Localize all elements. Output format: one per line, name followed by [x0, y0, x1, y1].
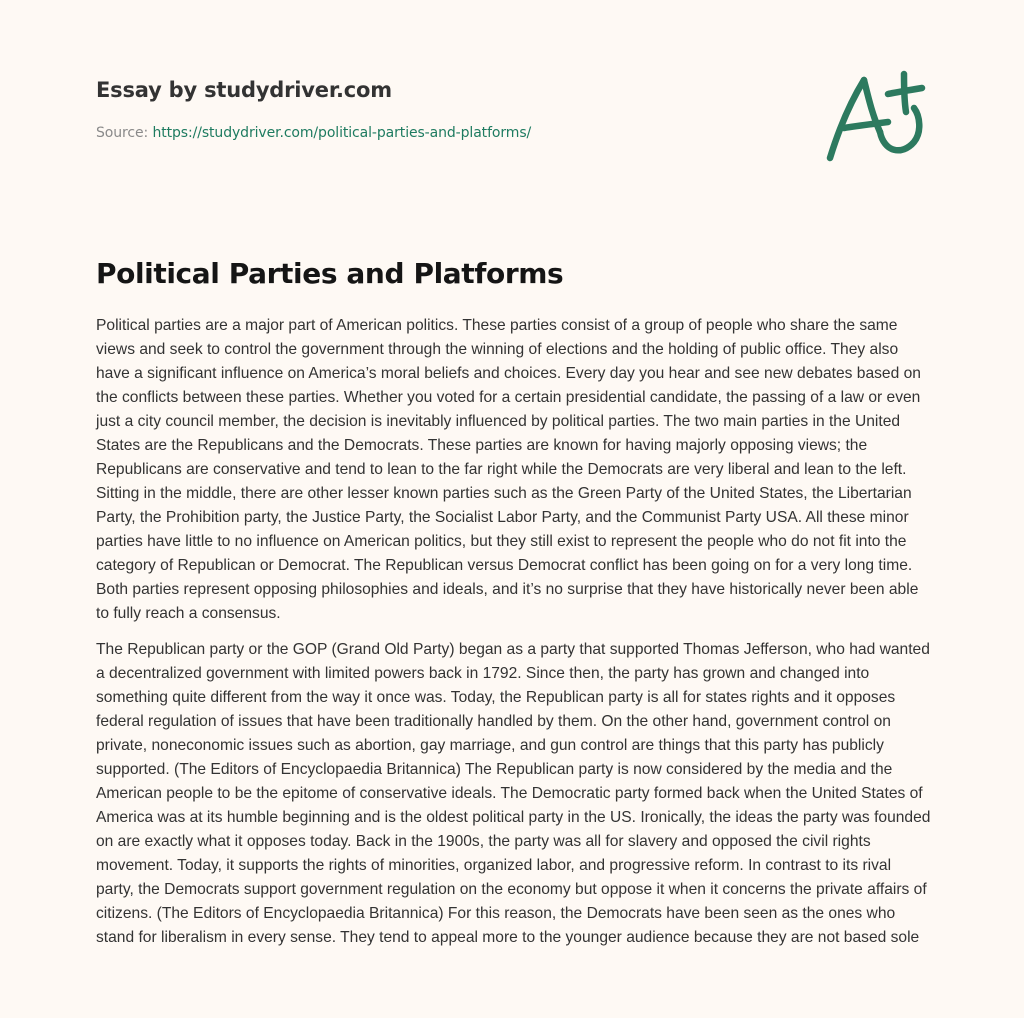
- article-paragraph: The Republican party or the GOP (Grand Old Party) began as a party that supported Thomas Jefferson, who had wanted a decentralized government with limited powers back in 1792. Since then, the party has grown and changed into something quite different from the way it once was. Today, the Republican party is all for states rights and it opposes federal regulation of issues that have been traditionally handled by them. On the other hand, government control on private, noneconomic issues such as abortion, gay marriage, and gun control are things that this party has publicly supported. (The Editors of Encyclopaedia Britannica) The Republican party is now considered by the media and the American people to be the epitome of conservative ideals. The Democratic party formed back when the United States of America was at its humble beginning and is the oldest political party in the US. Ironically, the ideas the party was founded on are exactly what it opposes today. Back in the 1900s, the party was all for slavery and opposed the civil rights movement. Today, it supports the rights of minorities, organized labor, and progressive reform. In contrast to its rival party, the Democrats support government regulation on the economy but oppose it when it concerns the private affairs of citizens. (The Editors of Encyclopaedia Britannica) For this reason, the Democrats have been seen as the ones who stand for liberalism in every sense. They tend to appeal more to the younger audience because they are not based sole: [96, 641, 931, 946]
- brand-title: Essay by studydriver.com: [96, 78, 392, 102]
- source-line: [96, 123, 796, 143]
- article-title: Political Parties and Platforms: [96, 257, 564, 290]
- source-link[interactable]: https://studydriver.com/political-parties-and-platforms/: [152, 125, 532, 141]
- article-body: [96, 314, 932, 962]
- article-paragraph: Political parties are a major part of American politics. These parties consist of a group of people who share the same views and seek to control the government through the winning of elections and the holding of public office. They also have a significant influence on America’s moral beliefs and choices. Every day you hear and see new debates based on the conflicts between these parties. Whether you voted for a certain presidential candidate, the passing of a law or even just a city council member, the decision is inevitably influenced by political parties. The two main parties in the United States are the Republicans and the Democrats. These parties are known for having majorly opposing views; the Republicans are conservative and tend to lean to the far right while the Democrats are very liberal and lean to the left. Sitting in the middle, there are other lesser known parties such as the Green Party of the United States, the Libertarian Party, the Prohibition party, the Justice Party, the Socialist Labor Party, and the Communist Party USA. All these minor parties have little to no influence on American politics, but they still exist to represent the people who do not fit into the category of Republican or Democrat. The Republican versus Democrat conflict has been going on for a very long time. Both parties represent opposing philosophies and ideals, and it’s no surprise that they have historically never been able to fully reach a consensus.: [96, 317, 921, 622]
- a-plus-grade-icon: [822, 66, 928, 164]
- essay-header: [96, 74, 796, 143]
- source-label: Source:: [96, 125, 149, 141]
